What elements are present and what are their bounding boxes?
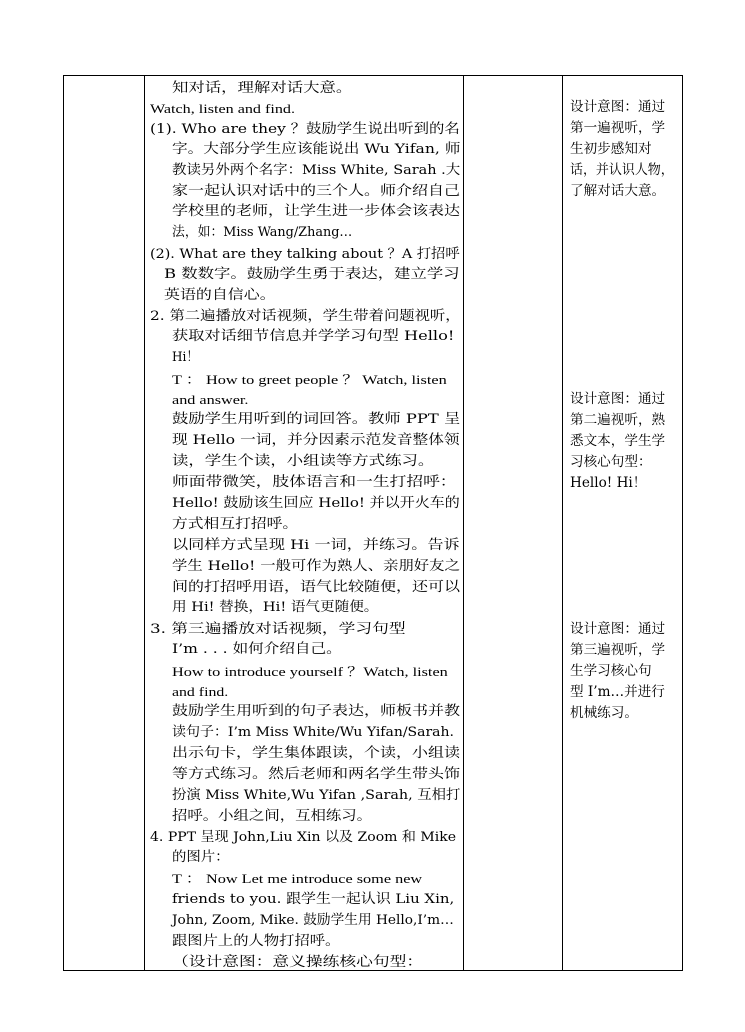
procedure-line: 现 Hello 一词，并分因素示范发音整体领	[172, 433, 460, 448]
procedure-line: 的图片：	[172, 850, 230, 865]
procedure-line: (2). What are they talking about ？A 打招呼	[150, 247, 460, 262]
design-intent-line: 生初步感知对	[570, 141, 652, 157]
procedure-line: B 数数字。鼓励学生勇于表达，建立学习	[164, 267, 460, 282]
design-intent-line: 型 I’m…并进行	[570, 684, 665, 700]
procedure-line: T ： Now Let me introduce some new	[172, 871, 423, 886]
procedure-line: 招呼。小组之间，互相练习。	[172, 809, 373, 824]
design-intent-line: 悉文本，学生学	[570, 433, 666, 449]
procedure-line: T ： How to greet people ？ Watch, listen	[172, 372, 447, 387]
procedure-line: 法，如：Miss Wang/Zhang…	[172, 225, 353, 240]
procedure-line: 以同样方式呈现 Hi 一词，并练习。告诉	[172, 538, 460, 553]
procedure-line: 知对话，理解对话大意。	[172, 81, 353, 96]
procedure-line: How to introduce yourself ？Watch, listen	[172, 664, 448, 679]
design-intent-line: 生学习核心句	[570, 663, 652, 679]
procedure-line: Hello! 鼓励该生回应 Hello! 并以开火车的	[172, 496, 460, 511]
procedure-line: 2. 第二遍播放对话视频，学生带着问题视听，	[150, 309, 461, 324]
procedure-line: 获取对话细节信息并学学习句型 Hello!	[172, 329, 455, 344]
procedure-line: friends to you. 跟学生一起认识 Liu Xin,	[172, 892, 455, 907]
procedure-line: 间的打招呼用语，语气比较随便，还可以	[172, 580, 461, 595]
procedure-line: 教读另外两个名字：Miss White, Sarah .大	[172, 163, 461, 178]
procedure-line: and answer.	[172, 392, 249, 407]
procedure-line: 4. PPT 呈现 John,Liu Xin 以及 Zoom 和 Mike	[150, 830, 457, 845]
procedure-line: 家一起认识对话中的三个人。师介绍自己	[172, 184, 461, 199]
procedure-line: 扮演 Miss White,Wu Yifan ,Sarah, 互相打	[172, 788, 461, 803]
procedure-line: 跟图片上的人物打招呼。	[172, 934, 341, 949]
procedure-line: 鼓励学生用听到的句子表达，师板书并教	[172, 704, 461, 719]
design-intent-line: 第一遍视听，学	[570, 120, 666, 136]
procedure-line: Watch, listen and find.	[150, 101, 295, 116]
procedure-line: 师面带微笑，肢体语言和一生打招呼：	[172, 475, 457, 490]
column-divider	[144, 76, 145, 970]
procedure-line: 学校里的老师，让学生进一步体会该表达	[172, 204, 461, 219]
procedure-line: 鼓励学生用听到的词回答。教师 PPT 呈	[172, 412, 461, 427]
procedure-line: 方式相互打招呼。	[172, 517, 299, 532]
design-intent-line: Hello! Hi！	[570, 475, 647, 491]
procedure-line: I’m . . . 如何介绍自己。	[172, 642, 342, 657]
column-divider	[562, 76, 563, 970]
procedure-line: （设计意图：意义操练核心句型：	[172, 955, 424, 970]
procedure-line: John, Zoom, Mike. 鼓励学生用 Hello,I’m…	[172, 913, 454, 928]
procedure-line: 字。大部分学生应该能说出 Wu Yifan, 师	[172, 142, 461, 157]
procedure-line: 用 Hi! 替换，Hi! 语气更随便。	[172, 600, 379, 615]
procedure-line: Hi！	[172, 350, 199, 365]
design-intent-line: 设计意图：通过	[570, 99, 666, 115]
procedure-line: 读，学生个读，小组读等方式练习。	[172, 454, 435, 469]
procedure-line: (1). Who are they ？鼓励学生说出听到的名	[150, 122, 460, 137]
procedure-line: 等方式练习。然后老师和两名学生带头饰	[172, 767, 461, 782]
design-intent-line: 了解对话大意。	[570, 183, 666, 199]
design-intent-line: 第三遍视听，学	[570, 642, 666, 658]
column-divider	[463, 76, 464, 970]
design-intent-line: 机械练习。	[570, 705, 638, 721]
procedure-line: and find.	[172, 684, 229, 699]
procedure-line: 3. 第三遍播放对话视频，学习句型	[150, 622, 406, 637]
procedure-line: 英语的自信心。	[164, 288, 276, 303]
design-intent-line: 话，并认识人物，	[570, 162, 674, 178]
procedure-line: 学生 Hello! 一般可作为熟人、亲朋好友之	[172, 559, 460, 574]
procedure-line: 出示句卡，学生集体跟读，个读，小组读	[172, 746, 461, 761]
design-intent-line: 习核心句型：	[570, 454, 652, 470]
design-intent-line: 设计意图：通过	[570, 391, 666, 407]
design-intent-line: 第二遍视听，熟	[570, 412, 666, 428]
procedure-line: 读句子：I’m Miss White/Wu Yifan/Sarah.	[172, 725, 454, 740]
design-intent-line: 设计意图：通过	[570, 621, 666, 637]
